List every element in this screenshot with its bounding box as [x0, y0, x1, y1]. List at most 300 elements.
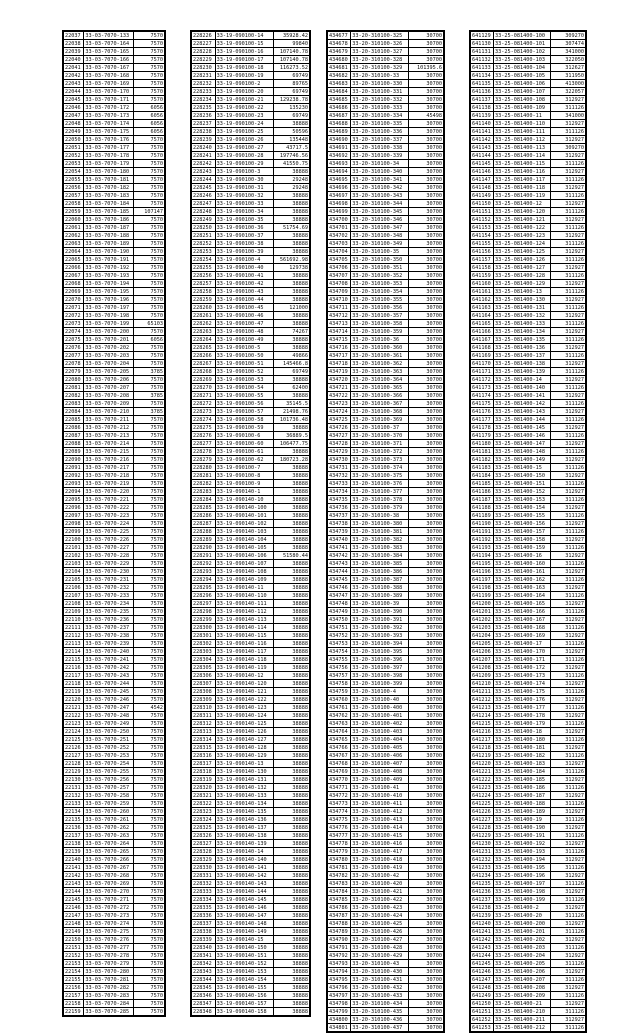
account-code-cell: 33-19-090140-104 [215, 536, 274, 544]
account-code-cell: 33-25-081400-183 [494, 760, 551, 768]
table-row [192, 784, 310, 792]
amount-cell: 312927 [551, 968, 586, 976]
row-id-cell: 228251 [192, 232, 216, 240]
amount-cell: 561692.98 [274, 256, 310, 264]
table-row [471, 240, 586, 248]
table-row [471, 416, 586, 424]
account-code-cell: 33-03-7070-204 [84, 360, 134, 368]
account-code-cell: 33-25-081400-21 [494, 1000, 551, 1008]
table-row [64, 176, 165, 184]
account-code-cell: 33-03-7070-219 [84, 480, 134, 488]
table-row [192, 272, 310, 280]
account-code-cell: 33-20-310100-396 [351, 656, 409, 664]
row-id-cell: 434766 [328, 744, 351, 752]
account-code-cell: 33-03-7070-218 [84, 472, 134, 480]
table-row [328, 984, 444, 992]
table-row [328, 968, 444, 976]
amount-cell: 30700 [408, 504, 443, 512]
account-code-cell: 33-25-081400-129 [494, 280, 551, 288]
amount-cell: 38888 [274, 688, 310, 696]
amount-cell: 312927 [551, 488, 586, 496]
table-row [471, 352, 586, 360]
account-code-cell: 33-20-310100-428 [351, 944, 409, 952]
amount-cell: 7570 [134, 760, 165, 768]
row-id-cell: 641224 [471, 792, 494, 800]
row-id-cell: 641238 [471, 904, 494, 912]
row-id-cell: 641226 [471, 808, 494, 816]
table-row [328, 104, 444, 112]
account-code-cell: 33-19-090100-60 [215, 440, 274, 448]
table-row [192, 488, 310, 496]
row-id-cell: 228332 [192, 880, 216, 888]
table-row [192, 760, 310, 768]
table-row [64, 544, 165, 552]
row-id-cell: 22045 [64, 96, 84, 104]
row-id-cell: 22069 [64, 288, 84, 296]
row-id-cell: 641148 [471, 184, 494, 192]
row-id-cell: 434701 [328, 224, 351, 232]
row-id-cell: 22078 [64, 360, 84, 368]
amount-cell: 30700 [408, 288, 443, 296]
amount-cell: 38888 [274, 344, 310, 352]
account-code-cell: 33-25-081400-158 [494, 536, 551, 544]
amount-cell: 3785 [134, 368, 165, 376]
amount-cell: 38888 [274, 728, 310, 736]
row-id-cell: 228320 [192, 784, 216, 792]
account-code-cell: 33-19-090140-125 [215, 720, 274, 728]
account-code-cell: 33-25-081400-200 [494, 920, 551, 928]
account-code-cell: 33-20-310100-417 [351, 848, 409, 856]
amount-cell: 312627 [551, 64, 586, 72]
account-code-cell: 33-25-081400-126 [494, 256, 551, 264]
row-id-cell: 22049 [64, 128, 84, 136]
row-id-cell: 22066 [64, 264, 84, 272]
amount-cell: 38888 [274, 920, 310, 928]
amount-cell: 30700 [408, 1008, 443, 1016]
row-id-cell: 434686 [328, 104, 351, 112]
amount-cell: 30700 [408, 456, 443, 464]
amount-cell: 30700 [408, 560, 443, 568]
row-id-cell: 228253 [192, 248, 216, 256]
table-row [64, 216, 165, 224]
account-code-cell: 33-03-7070-178 [84, 152, 134, 160]
row-id-cell: 22052 [64, 152, 84, 160]
table-row [64, 224, 165, 232]
amount-cell: 38888 [274, 288, 310, 296]
table-row [192, 776, 310, 784]
amount-cell: 7570 [134, 232, 165, 240]
row-id-cell: 228292 [192, 560, 216, 568]
table-row [192, 88, 310, 96]
row-id-cell: 434787 [328, 912, 351, 920]
data-table [470, 31, 586, 1032]
row-id-cell: 228311 [192, 712, 216, 720]
account-code-cell: 33-20-310100-368 [351, 408, 409, 416]
row-id-cell: 228307 [192, 680, 216, 688]
account-code-cell: 33-03-7070-196 [84, 296, 134, 304]
amount-cell: 312927 [551, 840, 586, 848]
table-row [64, 352, 165, 360]
account-code-cell: 33-19-090100-46 [215, 312, 274, 320]
row-id-cell: 641201 [471, 608, 494, 616]
amount-cell: 6056 [134, 336, 165, 344]
amount-cell: 30700 [408, 912, 443, 920]
account-code-cell: 33-03-7070-282 [84, 984, 134, 992]
table-row [328, 896, 444, 904]
amount-cell: 7570 [134, 784, 165, 792]
account-code-cell: 33-20-310100-375 [351, 472, 409, 480]
account-code-cell: 33-03-7070-248 [84, 712, 134, 720]
account-code-cell: 33-20-310100-335 [351, 120, 409, 128]
row-id-cell: 22050 [64, 136, 84, 144]
table-row [64, 264, 165, 272]
table-row [64, 584, 165, 592]
account-code-cell: 33-25-081400-138 [494, 360, 551, 368]
table-row [471, 384, 586, 392]
row-id-cell: 434704 [328, 248, 351, 256]
account-code-cell: 33-25-081400-180 [494, 736, 551, 744]
table-row [328, 648, 444, 656]
amount-cell: 30700 [408, 776, 443, 784]
table-row [328, 688, 444, 696]
account-code-cell: 33-20-310100-34 [351, 160, 409, 168]
table-row [192, 872, 310, 880]
account-code-cell: 33-19-090100-25 [215, 128, 274, 136]
row-id-cell: 434783 [328, 880, 351, 888]
amount-cell: 38888 [274, 960, 310, 968]
row-id-cell: 434768 [328, 760, 351, 768]
amount-cell: 311126 [551, 192, 586, 200]
table-row [64, 816, 165, 824]
table-row [64, 320, 165, 328]
account-code-cell: 33-19-090100-20 [215, 88, 274, 96]
amount-cell: 312927 [551, 808, 586, 816]
table-row [192, 656, 310, 664]
amount-cell: 7570 [134, 720, 165, 728]
account-code-cell: 33-19-090100-23 [215, 112, 274, 120]
account-code-cell: 33-19-090140-106 [215, 552, 274, 560]
account-code-cell: 33-25-081400-211 [494, 1016, 551, 1024]
account-code-cell: 33-03-7070-244 [84, 680, 134, 688]
amount-cell: 38888 [274, 120, 310, 128]
amount-cell: 38888 [274, 784, 310, 792]
amount-cell: 7570 [134, 856, 165, 864]
table-row [328, 320, 444, 328]
amount-cell: 311126 [551, 336, 586, 344]
row-id-cell: 22148 [64, 920, 84, 928]
table-row [192, 288, 310, 296]
account-code-cell: 33-03-7070-205 [84, 368, 134, 376]
table-row [471, 768, 586, 776]
table-row [192, 200, 310, 208]
table-row [64, 280, 165, 288]
amount-cell: 312927 [551, 232, 586, 240]
table-row [192, 208, 310, 216]
table-row [471, 888, 586, 896]
account-code-cell: 33-25-081400-209 [494, 992, 551, 1000]
account-code-cell: 33-03-7070-240 [84, 648, 134, 656]
table-row [64, 576, 165, 584]
table-row [471, 720, 586, 728]
table-row [192, 560, 310, 568]
amount-cell: 101736.48 [274, 416, 310, 424]
table-row [471, 688, 586, 696]
row-id-cell: 22115 [64, 656, 84, 664]
row-id-cell: 641143 [471, 144, 494, 152]
row-id-cell: 434798 [328, 1000, 351, 1008]
table-row [64, 240, 165, 248]
table-row [64, 960, 165, 968]
row-id-cell: 434782 [328, 872, 351, 880]
account-code-cell: 33-03-7070-172 [84, 104, 134, 112]
amount-cell: 38888 [274, 704, 310, 712]
table-row [64, 912, 165, 920]
row-id-cell: 641204 [471, 632, 494, 640]
amount-cell: 38888 [274, 896, 310, 904]
amount-cell: 38888 [274, 872, 310, 880]
amount-cell: 7570 [134, 592, 165, 600]
amount-cell: 30700 [408, 240, 443, 248]
row-id-cell: 434684 [328, 88, 351, 96]
row-id-cell: 434778 [328, 840, 351, 848]
amount-cell: 311126 [551, 208, 586, 216]
row-id-cell: 434747 [328, 592, 351, 600]
table-row [192, 544, 310, 552]
amount-cell: 62400 [274, 384, 310, 392]
row-id-cell: 22091 [64, 464, 84, 472]
row-id-cell: 641195 [471, 560, 494, 568]
amount-cell: 312927 [551, 280, 586, 288]
row-id-cell: 228300 [192, 624, 216, 632]
amount-cell: 312927 [551, 344, 586, 352]
account-code-cell: 33-20-310100-433 [351, 992, 409, 1000]
row-id-cell: 22100 [64, 536, 84, 544]
table-row [64, 336, 165, 344]
row-id-cell: 641178 [471, 424, 494, 432]
account-code-cell: 33-03-7070-187 [84, 224, 134, 232]
row-id-cell: 434760 [328, 696, 351, 704]
row-id-cell: 434753 [328, 640, 351, 648]
table-row [64, 472, 165, 480]
account-code-cell: 33-20-310100-412 [351, 808, 409, 816]
account-code-cell: 33-19-090140-143 [215, 880, 274, 888]
account-code-cell: 33-03-7070-279 [84, 960, 134, 968]
account-code-cell: 33-03-7070-190 [84, 248, 134, 256]
account-code-cell: 33-03-7070-213 [84, 432, 134, 440]
amount-cell: 311126 [551, 592, 586, 600]
row-id-cell: 22076 [64, 344, 84, 352]
table-row [64, 520, 165, 528]
row-id-cell: 641161 [471, 288, 494, 296]
account-code-cell: 33-19-090100-50 [215, 352, 274, 360]
account-code-cell: 33-19-090140-111 [215, 600, 274, 608]
row-id-cell: 22104 [64, 568, 84, 576]
account-code-cell: 33-20-310100-345 [351, 208, 409, 216]
table-row [471, 192, 586, 200]
row-id-cell: 641145 [471, 160, 494, 168]
account-code-cell: 33-03-7070-169 [84, 80, 134, 88]
amount-cell: 30700 [408, 464, 443, 472]
table-row [328, 96, 444, 104]
row-id-cell: 22086 [64, 424, 84, 432]
account-code-cell: 33-19-090100-3 [215, 168, 274, 176]
table-row [192, 632, 310, 640]
row-id-cell: 641253 [471, 1024, 494, 1032]
amount-cell: 29248 [274, 184, 310, 192]
row-id-cell: 434763 [328, 720, 351, 728]
table-row [64, 952, 165, 960]
account-code-cell: 33-20-310100-351 [351, 264, 409, 272]
account-code-cell: 33-19-090140-101 [215, 512, 274, 520]
row-id-cell: 22128 [64, 760, 84, 768]
account-code-cell: 33-03-7070-188 [84, 232, 134, 240]
amount-cell: 341000 [551, 48, 586, 56]
table-row [471, 664, 586, 672]
table-row [64, 744, 165, 752]
amount-cell: 312927 [551, 200, 586, 208]
row-id-cell: 641189 [471, 512, 494, 520]
amount-cell: 7570 [134, 624, 165, 632]
account-code-cell: 33-03-7070-170 [84, 88, 134, 96]
row-id-cell: 641212 [471, 696, 494, 704]
table-row [192, 360, 310, 368]
table-row [471, 360, 586, 368]
amount-cell: 135230 [274, 104, 310, 112]
account-code-cell: 33-20-310100-395 [351, 648, 409, 656]
table-row [192, 584, 310, 592]
row-id-cell: 228240 [192, 144, 216, 152]
amount-cell: 38888 [274, 576, 310, 584]
amount-cell: 312927 [551, 568, 586, 576]
amount-cell: 38888 [274, 832, 310, 840]
amount-cell: 38888 [274, 968, 310, 976]
row-id-cell: 641137 [471, 96, 494, 104]
amount-cell: 311126 [551, 624, 586, 632]
table-row [328, 576, 444, 584]
account-code-cell: 33-20-310100-392 [351, 624, 409, 632]
account-code-cell: 33-19-090140-156 [215, 992, 274, 1000]
table-row [192, 992, 310, 1000]
table-row [192, 1000, 310, 1008]
table-row [471, 312, 586, 320]
table-row [328, 992, 444, 1000]
account-code-cell: 33-25-081400-133 [494, 320, 551, 328]
row-id-cell: 641216 [471, 728, 494, 736]
amount-cell: 38888 [274, 584, 310, 592]
amount-cell: 312927 [551, 760, 586, 768]
row-id-cell: 228310 [192, 704, 216, 712]
row-id-cell: 228328 [192, 848, 216, 856]
amount-cell: 312927 [551, 456, 586, 464]
table-row [471, 488, 586, 496]
amount-cell: 7570 [134, 40, 165, 48]
table-row [471, 928, 586, 936]
account-code-cell: 33-25-081400-170 [494, 648, 551, 656]
amount-cell: 30700 [408, 936, 443, 944]
table-row [192, 384, 310, 392]
table-row [192, 896, 310, 904]
account-code-cell: 33-03-7070-182 [84, 184, 134, 192]
row-id-cell: 641160 [471, 280, 494, 288]
amount-cell: 38888 [274, 336, 310, 344]
table-row [64, 928, 165, 936]
account-code-cell: 33-20-310100-325 [351, 32, 409, 40]
amount-cell: 38888 [274, 1008, 310, 1016]
amount-cell: 30700 [408, 568, 443, 576]
table-row [328, 48, 444, 56]
row-id-cell: 22111 [64, 624, 84, 632]
row-id-cell: 434732 [328, 472, 351, 480]
amount-cell: 312927 [551, 600, 586, 608]
table-row [471, 208, 586, 216]
row-id-cell: 434767 [328, 752, 351, 760]
row-id-cell: 641133 [471, 64, 494, 72]
table-row [64, 464, 165, 472]
account-code-cell: 33-03-7070-209 [84, 400, 134, 408]
table-row [471, 616, 586, 624]
row-id-cell: 22085 [64, 416, 84, 424]
amount-cell: 30700 [408, 840, 443, 848]
row-id-cell: 434774 [328, 808, 351, 816]
table-row [328, 200, 444, 208]
row-id-cell: 22124 [64, 728, 84, 736]
account-code-cell: 33-03-7070-183 [84, 192, 134, 200]
table-row [64, 160, 165, 168]
row-id-cell: 228232 [192, 80, 216, 88]
account-code-cell: 33-20-310100-376 [351, 480, 409, 488]
row-id-cell: 22118 [64, 680, 84, 688]
table-row [64, 872, 165, 880]
account-code-cell: 33-03-7070-220 [84, 488, 134, 496]
account-code-cell: 33-20-310100-381 [351, 528, 409, 536]
row-id-cell: 228293 [192, 568, 216, 576]
account-code-cell: 33-19-090140-150 [215, 944, 274, 952]
account-code-cell: 33-19-090100-27 [215, 144, 274, 152]
row-id-cell: 641173 [471, 384, 494, 392]
table-row [192, 56, 310, 64]
amount-cell: 7570 [134, 360, 165, 368]
table-row [328, 920, 444, 928]
amount-cell: 38888 [274, 800, 310, 808]
table-row [471, 904, 586, 912]
table-row [328, 304, 444, 312]
account-code-cell: 33-25-081400-167 [494, 616, 551, 624]
row-id-cell: 434694 [328, 168, 351, 176]
account-code-cell: 33-20-310100-419 [351, 864, 409, 872]
account-code-cell: 33-03-7070-245 [84, 688, 134, 696]
amount-cell: 7570 [134, 80, 165, 88]
account-code-cell: 33-03-7070-177 [84, 144, 134, 152]
row-id-cell: 434742 [328, 552, 351, 560]
amount-cell: 312927 [551, 888, 586, 896]
table-row [471, 992, 586, 1000]
account-code-cell: 33-03-7070-259 [84, 800, 134, 808]
table-row [328, 736, 444, 744]
amount-cell: 312927 [551, 744, 586, 752]
amount-cell: 30700 [408, 304, 443, 312]
amount-cell: 312927 [551, 664, 586, 672]
table-row [192, 344, 310, 352]
table-row [471, 680, 586, 688]
account-code-cell: 33-03-7070-200 [84, 328, 134, 336]
row-id-cell: 641190 [471, 520, 494, 528]
row-id-cell: 228241 [192, 152, 216, 160]
account-code-cell: 33-25-081400-199 [494, 896, 551, 904]
table-row [192, 736, 310, 744]
account-code-cell: 33-20-310100-36 [351, 336, 409, 344]
table-row [471, 712, 586, 720]
account-code-cell: 33-19-090100-18 [215, 64, 274, 72]
